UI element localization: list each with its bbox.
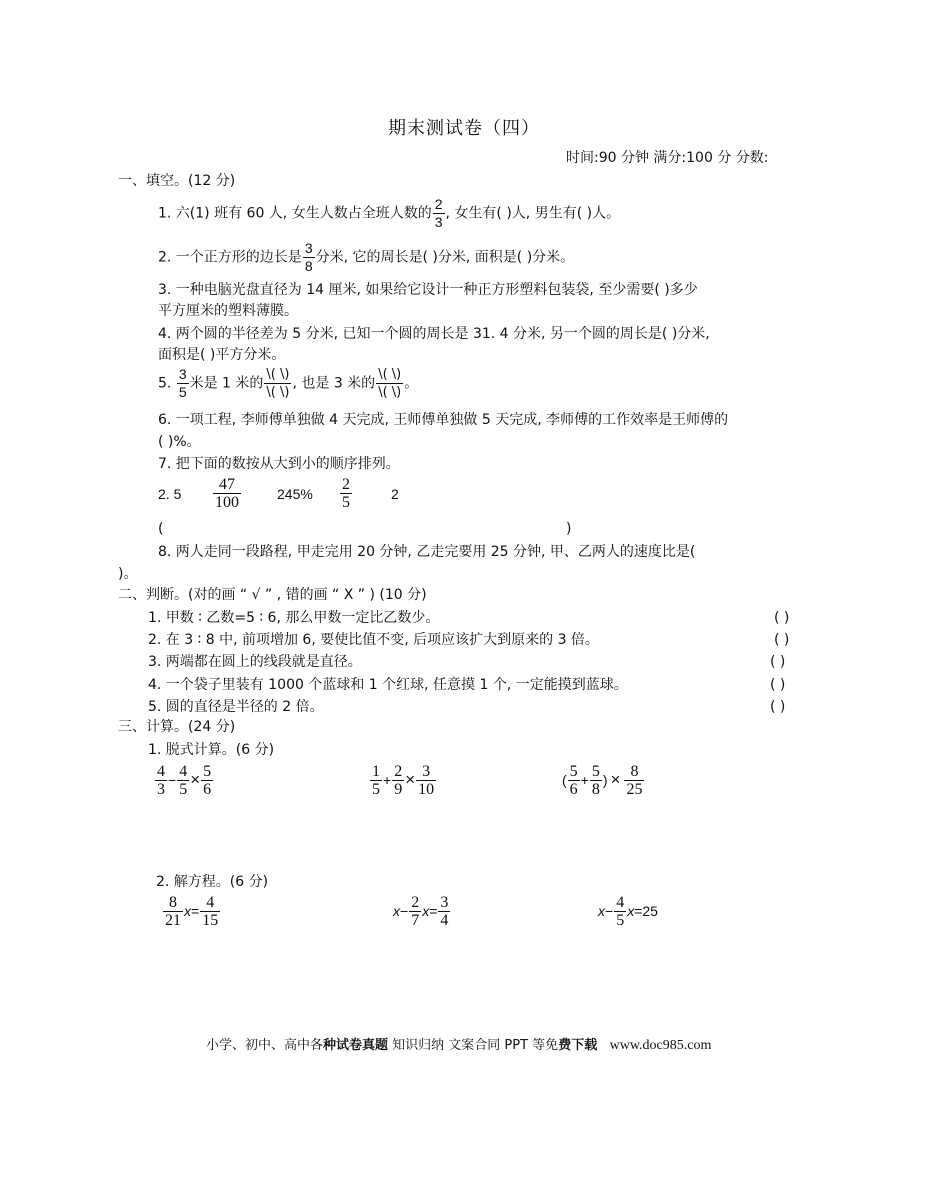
- judge-item: 3. 两端都在圆上的线段就是直径。: [148, 654, 362, 670]
- exam-meta: 时间:90 分钟 满分:100 分 分数:: [566, 150, 769, 166]
- judge-answer-blank[interactable]: ( ): [774, 632, 790, 648]
- q-text: 分米, 它的周长是( )分米, 面积是( )分米。: [315, 249, 575, 266]
- calc-expression-1: $\frac{4}{3}$ − $\frac{4}{5}$ × $\frac{5}{6}$: [157, 763, 212, 798]
- answer-close-paren: ): [566, 521, 572, 537]
- question-1-8-line1: 8. 两人走同一段路程, 甲走完用 20 分钟, 乙走完要用 25 分钟, 甲、乙两人的速度比是(: [158, 544, 696, 560]
- judge-item: 1. 甲数 ∶ 乙数=5 ∶ 6, 那么甲数一定比乙数少。: [148, 610, 440, 626]
- question-1-3-line1: 3. 一种电脑光盘直径为 14 厘米, 如果给它设计一种正方形塑料包装袋, 至少需要( )多少: [158, 282, 698, 298]
- equation-3: x− $\frac{4}{5}$ x=25: [598, 894, 658, 929]
- question-1-4-line2: 面积是( )平方分米。: [158, 347, 286, 363]
- section1-heading: 一、填空。(12 分): [118, 173, 236, 189]
- judge-item: 2. 在 3 ∶ 8 中, 前项增加 6, 要使比值不变, 后项应该扩大到原来的 3 倍。: [148, 632, 599, 648]
- number-item-fraction: $\frac{47}{100}$: [215, 476, 239, 511]
- judge-answer-blank[interactable]: ( ): [770, 699, 786, 715]
- judge-item: 4. 一个袋子里装有 1000 个蓝球和 1 个红球, 任意摸 1 个, 一定能摸到蓝球。: [148, 677, 628, 693]
- answer-blank-fraction[interactable]: $\frac{\backslash( \backslash)}{\backslash( \backslash)}$: [378, 367, 402, 400]
- answer-open-paren: (: [158, 521, 164, 537]
- judge-answer-blank[interactable]: ( ): [770, 654, 786, 670]
- section3-heading: 三、计算。(24 分): [118, 719, 236, 735]
- footer-url[interactable]: www.doc985.com: [609, 1038, 712, 1053]
- question-1-5: 5. $\frac{3}{5}$ 米是 1 米的 $\frac{\backslash( \backslash)}{\backslash( \backslash)}$ , 也是 3 米的 $\frac{\backslash( \backslash)}{\backslash( \backslash)}$ 。: [158, 366, 419, 400]
- question-1-1: [158, 196, 620, 231]
- sub1-heading: 1. 脱式计算。(6 分): [148, 742, 275, 758]
- number-item: 2. 5: [158, 486, 182, 502]
- question-1-3-line2: 平方厘米的塑料薄膜。: [158, 303, 298, 319]
- question-1-4-line1: 4. 两个圆的半径差为 5 分米, 已知一个圆的周长是 31. 4 分米, 另一个圆的周长是( )分米,: [158, 326, 710, 342]
- number-item: 245%: [277, 486, 313, 502]
- judge-answer-blank[interactable]: ( ): [770, 677, 786, 693]
- q-text: 2. 一个正方形的边长是: [158, 249, 302, 266]
- answer-blank-fraction[interactable]: $\frac{\backslash( \backslash)}{\backslash( \backslash)}$: [266, 367, 290, 400]
- number-item: 2: [391, 486, 399, 502]
- fraction: $\frac{3}{8}$: [304, 240, 313, 274]
- question-1-7: 7. 把下面的数按从大到小的顺序排列。: [158, 456, 400, 472]
- q-text: 1. 六(1) 班有 60 人, 女生人数占全班人数的: [158, 205, 432, 222]
- footer-banner: 小学、初中、高中各种试卷真题 知识归纳 文案合同 PPT 等免费下载 www.doc985.com: [206, 1038, 712, 1053]
- sub2-heading: 2. 解方程。(6 分): [156, 874, 269, 890]
- judge-item: 5. 圆的直径是半径的 2 倍。: [148, 699, 324, 715]
- equation-2: x− $\frac{2}{7}$ x= $\frac{3}{4}$: [393, 894, 449, 929]
- question-1-6-line1: 6. 一项工程, 李师傅单独做 4 天完成, 王师傅单独做 5 天完成, 李师傅的工作效率是王师傅的: [158, 412, 729, 428]
- q-text: , 女生有( )人, 男生有( )人。: [445, 205, 621, 222]
- question-1-2: [158, 240, 574, 275]
- judge-answer-blank[interactable]: ( ): [774, 610, 790, 626]
- equation-1: $\frac{8}{21}$ x= $\frac{4}{15}$: [165, 894, 219, 929]
- fraction: $\frac{3}{5}$: [178, 366, 187, 400]
- question-1-6-line2: ( )%。: [158, 434, 201, 450]
- calc-expression-2: $\frac{1}{5}$ + $\frac{2}{9}$ × $\frac{3}{10}$: [372, 763, 435, 798]
- number-item-fraction: $\frac{2}{5}$: [342, 476, 350, 511]
- fraction: $\frac{2}{3}$: [434, 196, 443, 230]
- page-title: 期末测试卷（四）: [388, 118, 540, 139]
- section2-heading: 二、判断。(对的画 “ √ ” , 错的画 “ X ” ) (10 分): [118, 587, 427, 603]
- calc-expression-3: ( $\frac{5}{6}$ + $\frac{5}{8}$ ) × $\frac{8}{25}$: [562, 763, 643, 798]
- answer-field[interactable]: [170, 518, 560, 538]
- question-1-8-line2: )。: [118, 566, 138, 582]
